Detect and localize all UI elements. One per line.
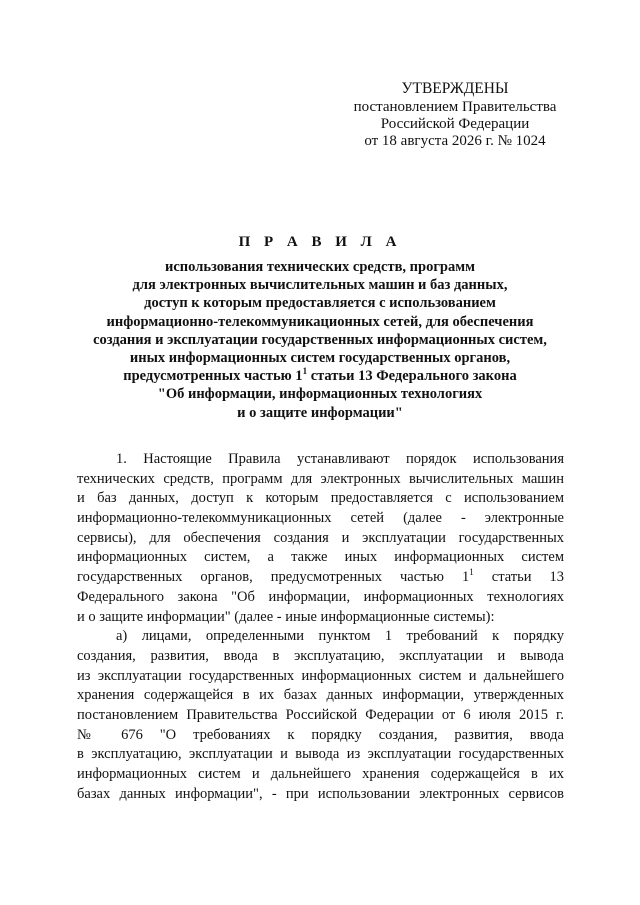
approval-line: Российской Федерации	[380, 116, 530, 132]
approval-line: постановлением Правительства	[353, 99, 557, 115]
paragraph-line	[77, 568, 564, 588]
paragraph-text: статьи 13	[473, 569, 564, 586]
paragraph-line: № 676 "О требованиях к порядку создания, развития, ввода	[77, 726, 564, 743]
paragraph-line: создания, развития, ввода в эксплуатацию, эксплуатации и вывода	[77, 647, 564, 664]
subtitle-line: "Об информации, информационных технологиях	[157, 386, 483, 403]
subtitle-line: и о защите информации"	[237, 404, 403, 421]
paragraph-line: в эксплуатацию, эксплуатации и вывода из эксплуатации государственных	[77, 746, 564, 763]
subtitle-text: статьи 13 Федерального закона	[307, 368, 517, 385]
subtitle-line	[60, 367, 580, 385]
paragraph-line: 1. Настоящие Правила устанавливают порядок использования	[116, 451, 564, 467]
paragraph-line: информационных систем, а также иных информационных систем	[77, 549, 564, 566]
subtitle-line: создания и эксплуатации государственных информационных систем,	[93, 331, 547, 348]
document-subtitle	[60, 258, 580, 422]
paragraph-line: технических средств, программ для электронных вычислительных машин	[77, 470, 564, 487]
subtitle-line: иных информационных систем государственных органов,	[129, 350, 511, 367]
document-title: П Р А В И Л А	[238, 234, 402, 250]
approval-line: от 18 августа 2026 г. № 1024	[364, 133, 546, 149]
subtitle-line: доступ к которым предоставляется с использованием	[144, 295, 496, 312]
superscript: 1	[469, 567, 474, 578]
paragraph-line: а) лицами, определенными пунктом 1 требований к порядку	[116, 628, 564, 645]
paragraph-line: постановлением Правительства Российской Федерации от 6 июля 2015 г.	[77, 706, 564, 723]
subtitle-line: для электронных вычислительных машин и баз данных,	[132, 277, 508, 294]
subtitle-text: предусмотренных частью 1	[123, 368, 303, 385]
paragraph-line: хранения содержащейся в их базах данных информации, утвержденных	[77, 687, 564, 704]
subtitle-line: информационно-телекоммуникационных сетей, для обеспечения	[106, 313, 534, 330]
document-body	[77, 450, 564, 804]
paragraph-line: информационных систем и дальнейшего хранения содержащейся в их	[77, 766, 564, 782]
paragraph-text: государственных органов, предусмотренных частью 1	[77, 569, 470, 586]
paragraph-line: базах данных информации", - при использовании электронных сервисов	[77, 785, 564, 802]
approval-heading: УТВЕРЖДЕНЫ	[401, 80, 509, 97]
subtitle-line: использования технических средств, программ	[165, 259, 475, 275]
paragraph-line: сервисы), для обеспечения создания и эксплуатации государственных	[77, 529, 564, 546]
paragraph-line: информационно-телекоммуникационных сетей (далее - электронные	[77, 510, 564, 527]
paragraph-line: и баз данных, доступ к которым предоставляется с использованием	[77, 490, 564, 507]
paragraph-line: и о защите информации" (далее - иные информационные системы):	[77, 608, 495, 625]
superscript: 1	[302, 366, 308, 377]
paragraph-line: Федерального закона "Об информации, информационных технологиях	[77, 588, 564, 605]
approval-stamp	[330, 80, 580, 150]
paragraph-line: из эксплуатации государственных информационных систем и дальнейшего	[77, 667, 564, 684]
